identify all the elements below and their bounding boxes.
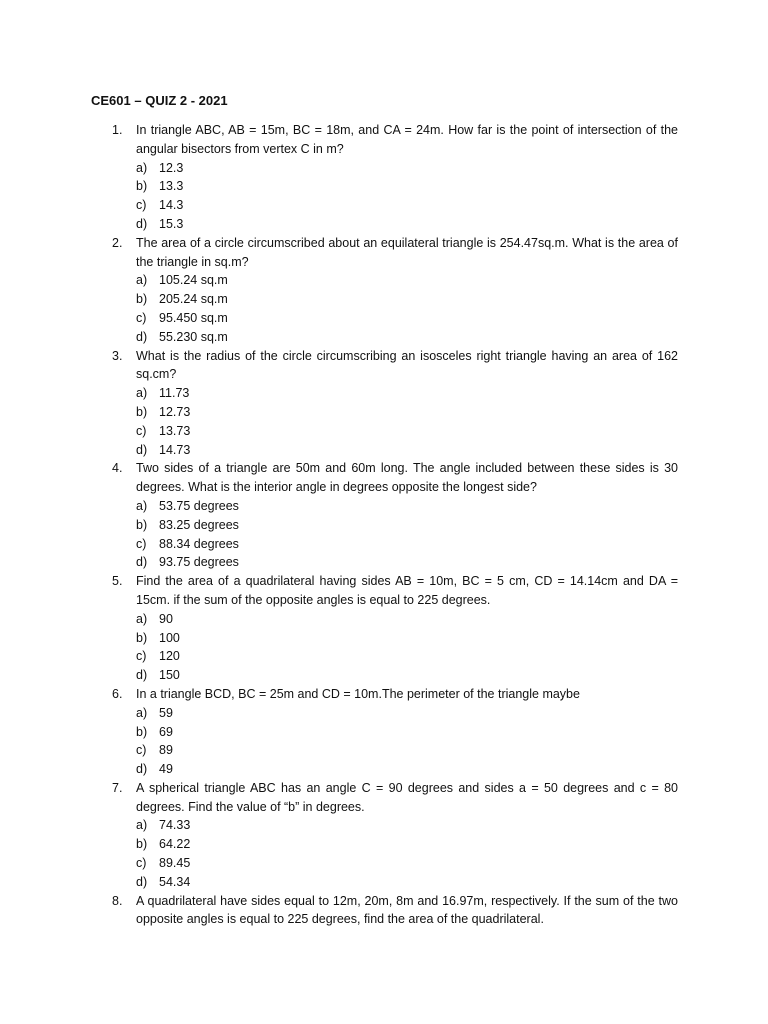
answer-options [0, 159, 768, 234]
question-text: In a triangle BCD, BC = 25m and CD = 10m.The perimeter of the triangle maybe [136, 686, 580, 701]
answer-option [0, 666, 768, 685]
answer-option [0, 647, 768, 666]
question-item [0, 121, 768, 234]
answer-option [0, 610, 768, 629]
question-text: A quadrilateral have sides equal to 12m, 20m, 8m and 16.97m, respectively. If the sum of the two opposite angles is equal to 225 degrees, find the area of the quadrilateral. [136, 893, 678, 927]
option-letter: c) [136, 743, 147, 758]
answer-option [0, 403, 768, 422]
option-letter: a) [136, 705, 148, 720]
answer-option [0, 290, 768, 309]
option-letter: d) [136, 874, 148, 889]
question-number: 6. [112, 686, 123, 701]
option-text: 54.34 [159, 874, 191, 889]
question-item [0, 779, 768, 892]
option-text: 53.75 degrees [159, 498, 239, 513]
option-text: 14.73 [159, 442, 191, 457]
option-text: 12.73 [159, 404, 191, 419]
option-letter: a) [136, 498, 148, 513]
option-letter: a) [136, 160, 148, 175]
question-item [0, 572, 768, 685]
answer-option [0, 516, 768, 535]
option-text: 64.22 [159, 837, 191, 852]
option-text: 12.3 [159, 160, 184, 175]
question-item [0, 347, 768, 460]
answer-option [0, 215, 768, 234]
question-number: 7. [112, 780, 123, 795]
question-text: What is the radius of the circle circumscribing an isosceles right triangle having an area of 162 sq.cm? [136, 348, 678, 382]
option-text: 49 [159, 762, 173, 777]
question-item [0, 892, 768, 930]
quiz-title: CE601 – QUIZ 2 - 2021 [91, 93, 228, 108]
option-letter: b) [136, 404, 148, 419]
answer-option [0, 854, 768, 873]
option-letter: c) [136, 310, 147, 325]
option-text: 120 [159, 649, 180, 664]
option-text: 88.34 degrees [159, 536, 239, 551]
question-text: The area of a circle circumscribed about an equilateral triangle is 254.47sq.m. What is the area of the triangle in sq.m? [136, 235, 678, 269]
option-letter: a) [136, 273, 148, 288]
option-letter: c) [136, 198, 147, 213]
option-letter: b) [136, 517, 148, 532]
answer-option [0, 535, 768, 554]
option-text: 205.24 sq.m [159, 292, 228, 307]
answer-option [0, 741, 768, 760]
option-letter: d) [136, 762, 148, 777]
question-text: A spherical triangle ABC has an angle C = 90 degrees and sides a = 50 degrees and c = 80 degrees. Find the value of “b” in degrees. [136, 780, 678, 814]
option-text: 90 [159, 611, 173, 626]
option-letter: c) [136, 856, 147, 871]
option-letter: b) [136, 179, 148, 194]
option-letter: d) [136, 668, 148, 683]
option-letter: a) [136, 818, 148, 833]
question-item [0, 459, 768, 572]
question-list [0, 121, 768, 929]
question-item [0, 234, 768, 347]
answer-option [0, 873, 768, 892]
option-letter: a) [136, 611, 148, 626]
option-letter: a) [136, 386, 148, 401]
option-letter: b) [136, 292, 148, 307]
answer-options [0, 704, 768, 779]
option-letter: b) [136, 630, 148, 645]
option-text: 11.73 [159, 386, 190, 401]
answer-option [0, 177, 768, 196]
answer-option [0, 704, 768, 723]
answer-options [0, 816, 768, 891]
answer-option [0, 159, 768, 178]
option-letter: b) [136, 724, 148, 739]
option-text: 89 [159, 743, 173, 758]
option-letter: c) [136, 536, 147, 551]
answer-option [0, 441, 768, 460]
option-text: 83.25 degrees [159, 517, 239, 532]
answer-option [0, 723, 768, 742]
question-number: 1. [112, 123, 123, 137]
option-letter: d) [136, 216, 148, 231]
option-text: 105.24 sq.m [159, 273, 228, 288]
option-text: 69 [159, 724, 173, 739]
question-number: 5. [112, 574, 123, 589]
question-text: In triangle ABC, AB = 15m, BC = 18m, and CA = 24m. How far is the point of intersection of the angular bisectors from vertex C in m? [136, 123, 678, 156]
option-text: 150 [159, 668, 180, 683]
option-text: 100 [159, 630, 180, 645]
answer-option [0, 497, 768, 516]
option-text: 15.3 [159, 216, 184, 231]
answer-option [0, 328, 768, 347]
option-text: 89.45 [159, 856, 191, 871]
answer-options [0, 497, 768, 572]
option-text: 13.73 [159, 423, 191, 438]
answer-option [0, 309, 768, 328]
answer-option [0, 384, 768, 403]
answer-option [0, 553, 768, 572]
option-letter: d) [136, 442, 148, 457]
answer-option [0, 816, 768, 835]
answer-option [0, 629, 768, 648]
option-text: 13.3 [159, 179, 184, 194]
option-letter: c) [136, 649, 147, 664]
answer-option [0, 760, 768, 779]
option-letter: d) [136, 555, 148, 570]
option-text: 59 [159, 705, 173, 720]
question-number: 8. [112, 893, 123, 908]
answer-option [0, 422, 768, 441]
option-letter: b) [136, 837, 148, 852]
option-text: 95.450 sq.m [159, 310, 228, 325]
option-text: 55.230 sq.m [159, 329, 228, 344]
option-letter: d) [136, 329, 148, 344]
question-text: Two sides of a triangle are 50m and 60m long. The angle included between these sides is 30 degrees. What is the interior angle in degrees opposite the longest side? [136, 461, 678, 495]
option-text: 93.75 degrees [159, 555, 239, 570]
question-number: 3. [112, 348, 123, 363]
option-text: 14.3 [159, 198, 184, 213]
answer-option [0, 271, 768, 290]
answer-options [0, 271, 768, 346]
answer-options [0, 384, 768, 459]
option-letter: c) [136, 423, 147, 438]
question-number: 2. [112, 235, 123, 250]
answer-option [0, 196, 768, 215]
option-text: 74.33 [159, 818, 191, 833]
question-item [0, 685, 768, 779]
answer-option [0, 835, 768, 854]
answer-options [0, 610, 768, 685]
question-text: Find the area of a quadrilateral having sides AB = 10m, BC = 5 cm, CD = 14.14cm and DA = 15cm. if the sum of the opposite angles is equal to 225 degrees. [136, 574, 678, 607]
question-number: 4. [112, 461, 123, 476]
